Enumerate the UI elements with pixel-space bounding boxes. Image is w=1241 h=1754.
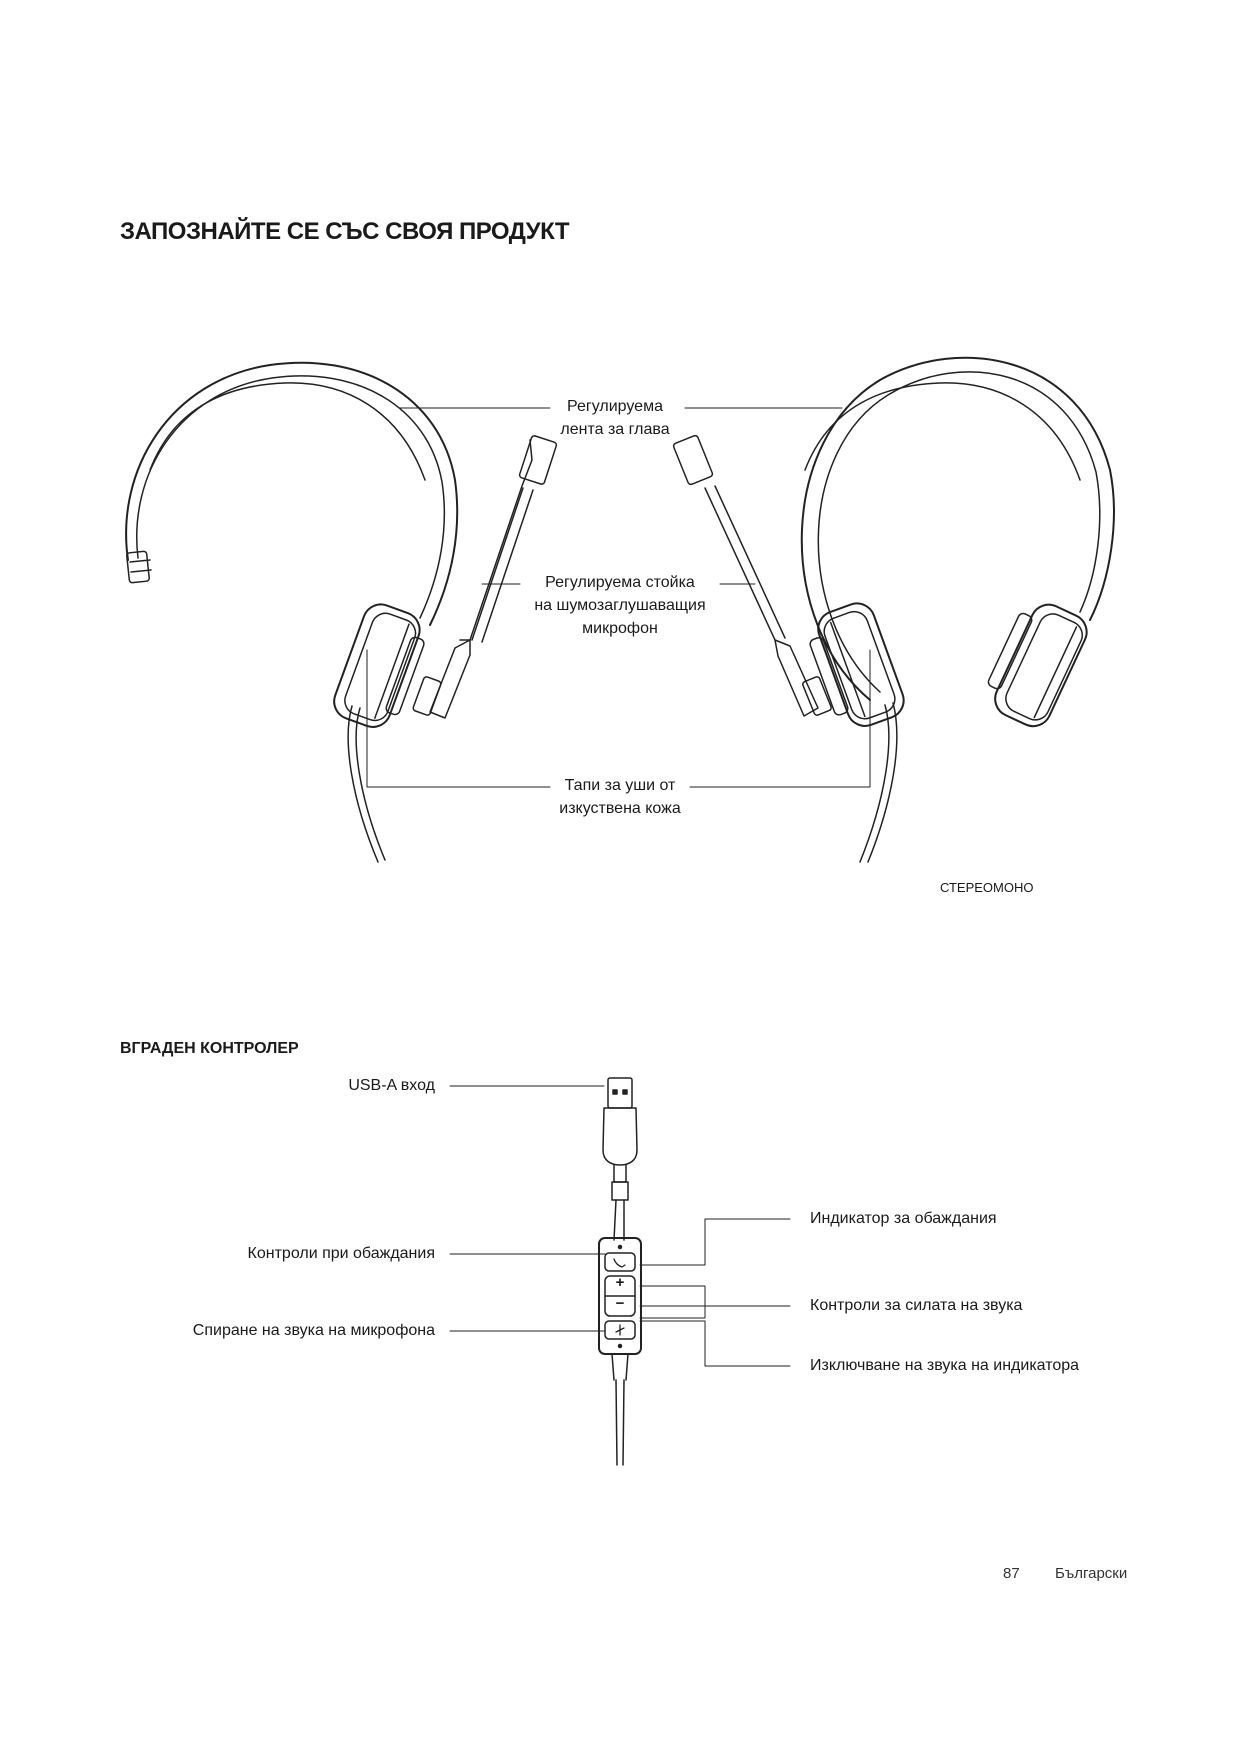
mic-boom-callout: [505, 571, 735, 640]
model-caption: СТЕРЕОМОНО: [940, 880, 1034, 895]
mic-callout-line2: на шумозаглушаващия: [534, 597, 706, 614]
volume-down-button: −: [615, 1295, 625, 1312]
page-title: ЗАПОЗНАЙТЕ СЕ СЪС СВОЯ ПРОДУКТ: [120, 218, 570, 245]
volume-controls-label: Контроли за силата на звука: [810, 1297, 1023, 1314]
earpads-callout-line1: Тапи за уши от: [564, 777, 676, 794]
mic-mute-label: Спиране на звука на микрофона: [192, 1322, 435, 1339]
section-heading-controller: ВГРАДЕН КОНТРОЛЕР: [120, 1040, 299, 1057]
mic-callout-line1: Регулируема стойка: [545, 574, 695, 591]
call-indicator-label: Индикатор за обаждания: [810, 1210, 997, 1227]
usb-label: USB-A вход: [348, 1077, 435, 1094]
earpads-callout: [530, 774, 710, 820]
mute-indicator-label: Изключване на звука на индикатора: [810, 1357, 1080, 1374]
headband-callout-line1: Регулируема: [567, 398, 663, 415]
headband-callout: [520, 395, 710, 441]
volume-up-button: +: [615, 1274, 625, 1291]
page-number: 87: [1003, 1565, 1020, 1582]
earpads-callout-line2: изкуствена кожа: [559, 800, 681, 817]
inline-controller-drawing: [599, 1078, 641, 1465]
controller-callout-lines: [450, 1086, 790, 1366]
stereo-headset-drawing: [673, 358, 1114, 862]
headband-callout-line2: лента за глава: [560, 421, 670, 438]
mic-callout-line3: микрофон: [582, 620, 658, 637]
language-label: Български: [1055, 1565, 1128, 1582]
call-controls-label: Контроли при обаждания: [247, 1245, 435, 1262]
